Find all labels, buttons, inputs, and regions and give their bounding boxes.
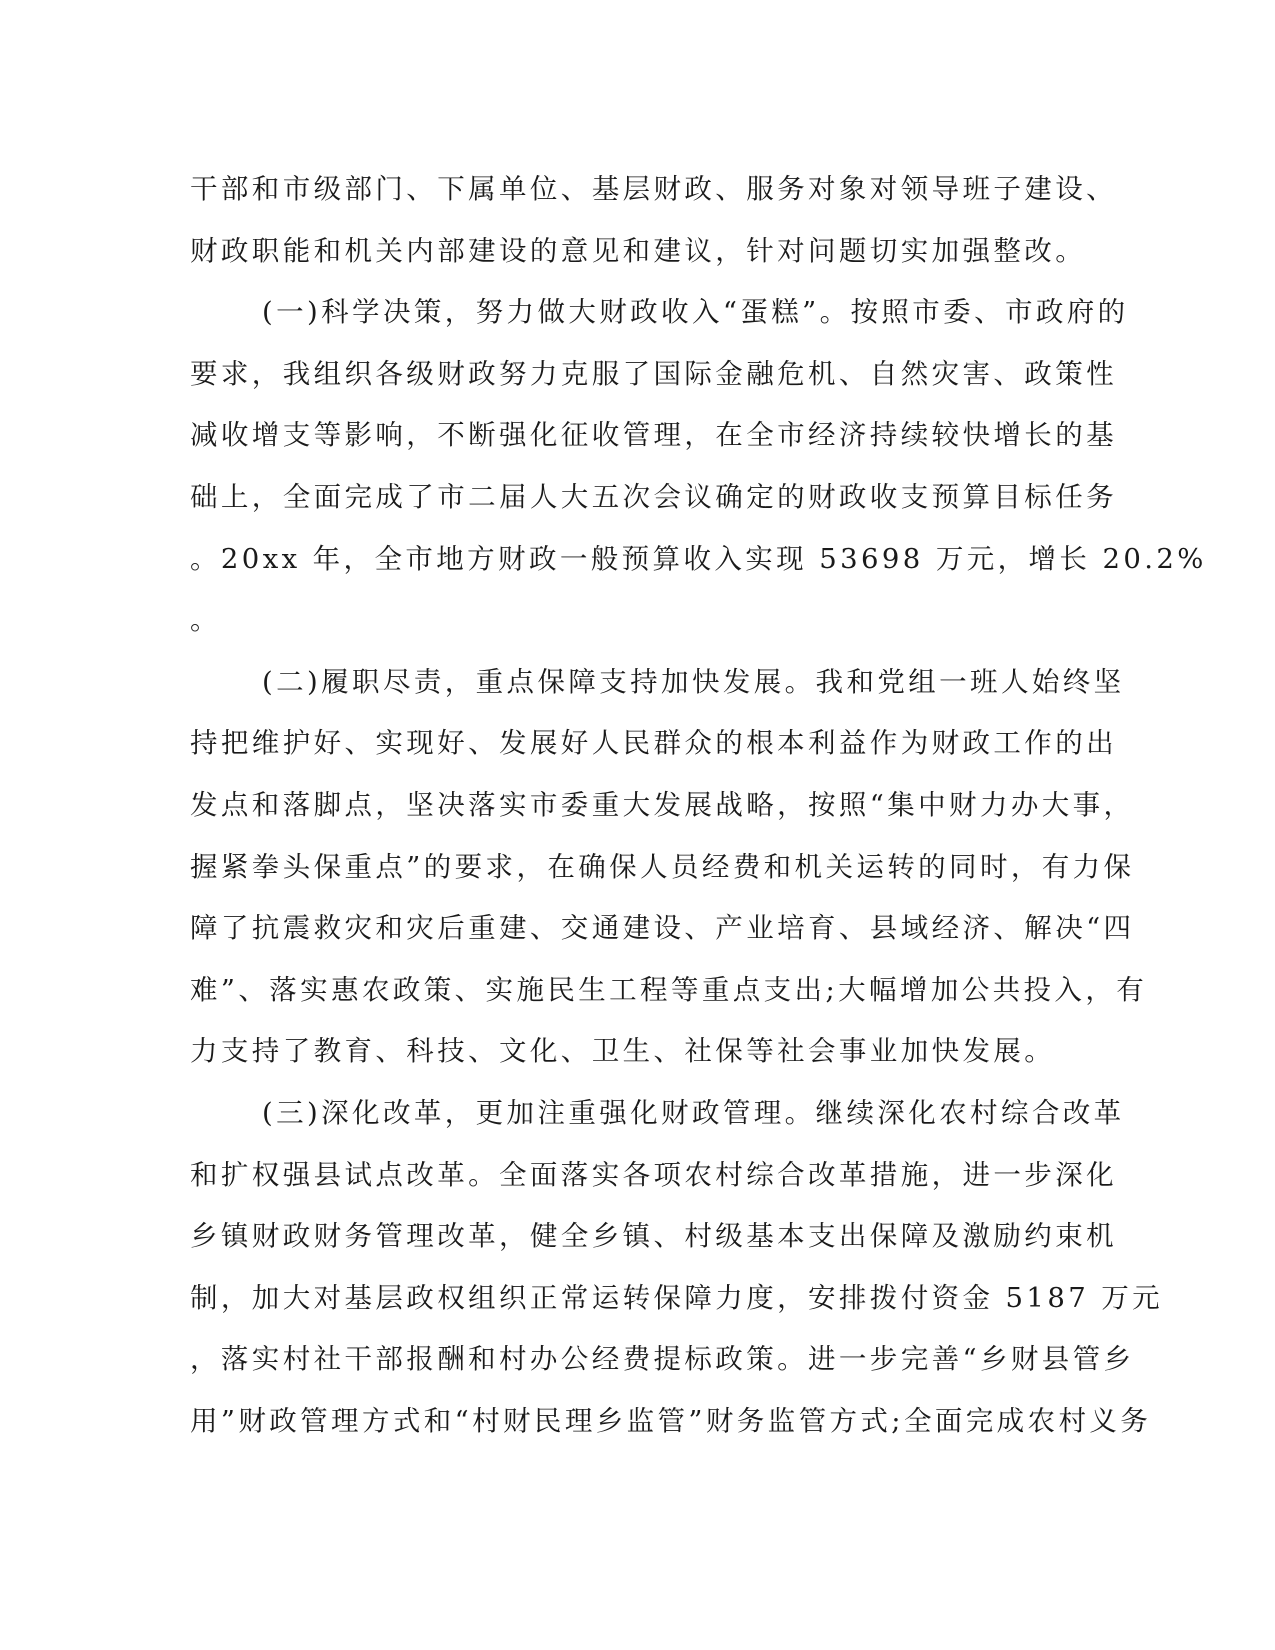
text-line: 。20xx 年，全市地方财政一般预算收入实现 53698 万元，增长 20.2% xyxy=(190,542,1207,575)
text-line: 制，加大对基层政权组织正常运转保障力度，安排拨付资金 5187 万元 xyxy=(190,1281,1164,1314)
text-line: 和扩权强县试点改革。全面落实各项农村综合改革措施，进一步深化 xyxy=(190,1158,1117,1191)
text-line: 财政职能和机关内部建设的意见和建议，针对问题切实加强整改。 xyxy=(190,234,1087,267)
text-line: 力支持了教育、科技、文化、卫生、社保等社会事业加快发展。 xyxy=(190,1035,1056,1068)
text-line: 减收增支等影响，不断强化征收管理，在全市经济持续较快增长的基 xyxy=(190,419,1117,452)
text-line: 握紧拳头保重点”的要求，在确保人员经费和机关运转的同时，有力保 xyxy=(190,850,1135,883)
text-line: 障了抗震救灾和灾后重建、交通建设、产业培育、县域经济、解决“四 xyxy=(190,912,1135,945)
text-line: 乡镇财政财务管理改革，健全乡镇、村级基本支出保障及激励约束机 xyxy=(190,1220,1117,1253)
text-line: 础上，全面完成了市二届人大五次会议确定的财政收支预算目标任务 xyxy=(190,480,1117,513)
text-line: 。 xyxy=(190,604,221,637)
paragraph-start-line: (三)深化改革，更加注重强化财政管理。继续深化农村综合改革 xyxy=(262,1096,1125,1129)
text-line: 干部和市级部门、下属单位、基层财政、服务对象对领导班子建设、 xyxy=(190,173,1117,205)
text-line: ，落实村社干部报酬和村办公经费提标政策。进一步完善“乡财县管乡 xyxy=(190,1343,1135,1376)
text-line: 持把维护好、实现好、发展好人民群众的根本利益作为财政工作的出 xyxy=(190,727,1117,760)
text-line: 用”财政管理方式和“村财民理乡监管”财务监管方式;全面完成农村义务 xyxy=(190,1404,1152,1437)
paragraph-start-line: (一)科学决策，努力做大财政收入“蛋糕”。按照市委、市政府的 xyxy=(262,296,1129,329)
text-line: 要求，我组织各级财政努力克服了国际金融危机、自然灾害、政策性 xyxy=(190,357,1117,390)
paragraph-start-line: (二)履职尽责，重点保障支持加快发展。我和党组一班人始终坚 xyxy=(262,665,1125,698)
text-line: 难”、落实惠农政策、实施民生工程等重点支出;大幅增加公共投入，有 xyxy=(190,973,1148,1006)
text-line: 发点和落脚点，坚决落实市委重大发展战略，按照“集中财力办大事， xyxy=(190,788,1135,821)
body-text xyxy=(190,159,1207,1452)
